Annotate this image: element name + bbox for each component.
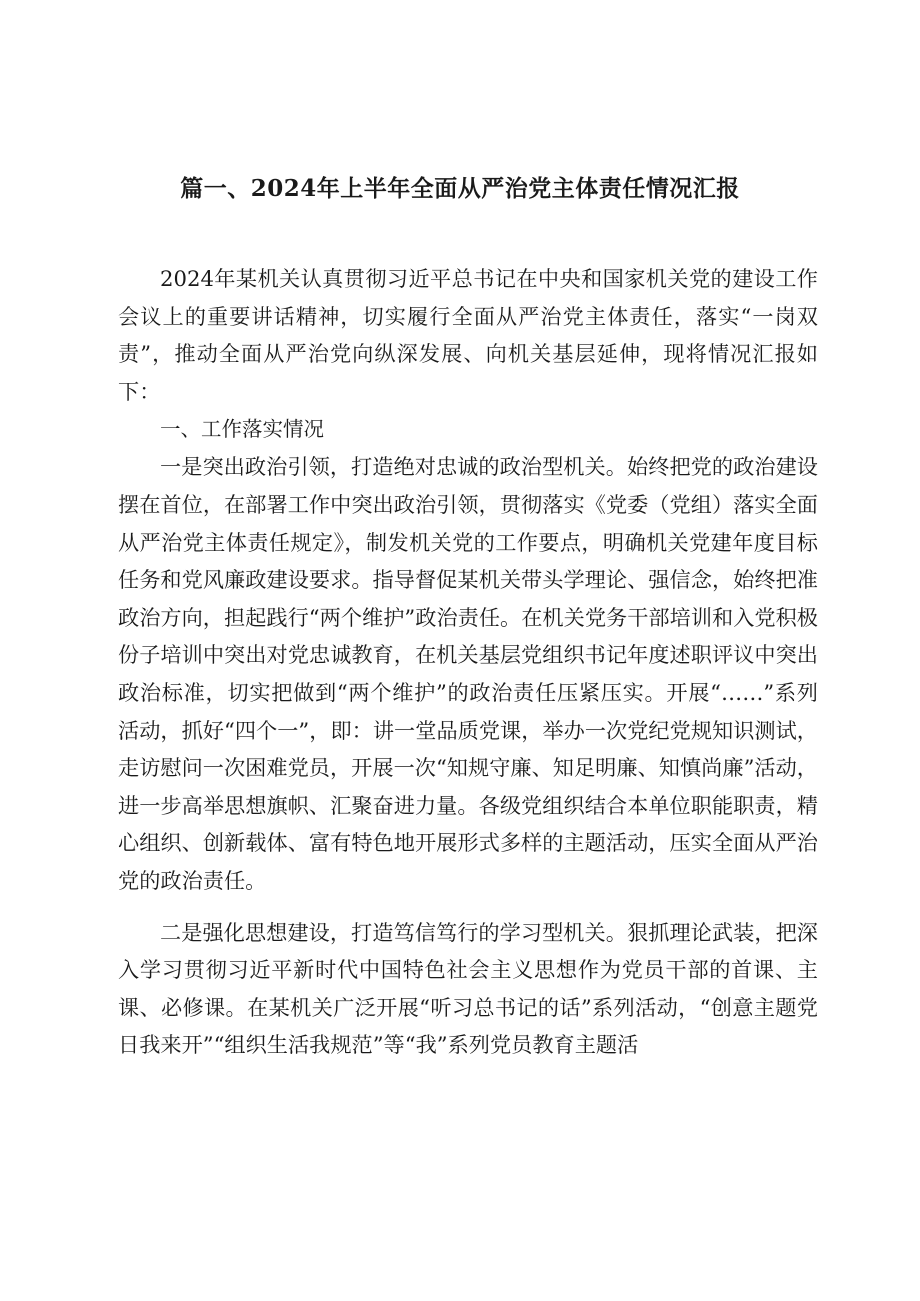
document-body xyxy=(118,260,818,1064)
paragraph-political-guidance: 一是突出政治引领，打造绝对忠诚的政治型机关。始终把党的政治建设摆在首位，在部署工作中突出政治引领，贯彻落实《党委（党组）落实全面从严治党主体责任规定》，制发机关党的工作要点，明确机关党建年度目标任务和党风廉政建设要求。指导督促某机关带头学理论、强信念，始终把准政治方向，担起践行“两个维护”政治责任。在机关党务干部培训和入党积极份子培训中突出对党忠诚教育，在机关基层党组织书记年度述职评议中突出政治标准，切实把做到“两个维护”的政治责任压紧压实。开展“……”系列活动，抓好“四个一”，即：讲一堂品质党课，举办一次党纪党规知识测试，走访慰问一次困难党员，开展一次“知规守廉、知足明廉、知慎尚廉”活动，进一步高举思想旗帜、汇聚奋进力量。各级党组织结合本单位职能职责，精心组织、创新载体、富有特色地开展形式多样的主题活动，压实全面从严治党的政治责任。 xyxy=(118,454,818,893)
intro-paragraph: 2024年某机关认真贯彻习近平总书记在中央和国家机关党的建设工作会议上的重要讲话精神，切实履行全面从严治党主体责任，落实“一岗双责”，推动全面从严治党向纵深发展、向机关基层延伸，现将情况汇报如下： xyxy=(118,266,818,404)
paragraph-ideological-building: 二是强化思想建设，打造笃信笃行的学习型机关。狠抓理论武装，把深入学习贯彻习近平新时代中国特色社会主义思想作为党员干部的首课、主课、必修课。在某机关广泛开展“听习总书记的话”系列活动，“创意主题党日我来开”“组织生活我规范”等“我”系列党员教育主题活 xyxy=(118,919,818,1058)
section-heading: 一、工作落实情况 xyxy=(160,417,324,442)
document-title: 篇一、2024年上半年全面从严治党主体责任情况汇报 xyxy=(180,175,740,202)
